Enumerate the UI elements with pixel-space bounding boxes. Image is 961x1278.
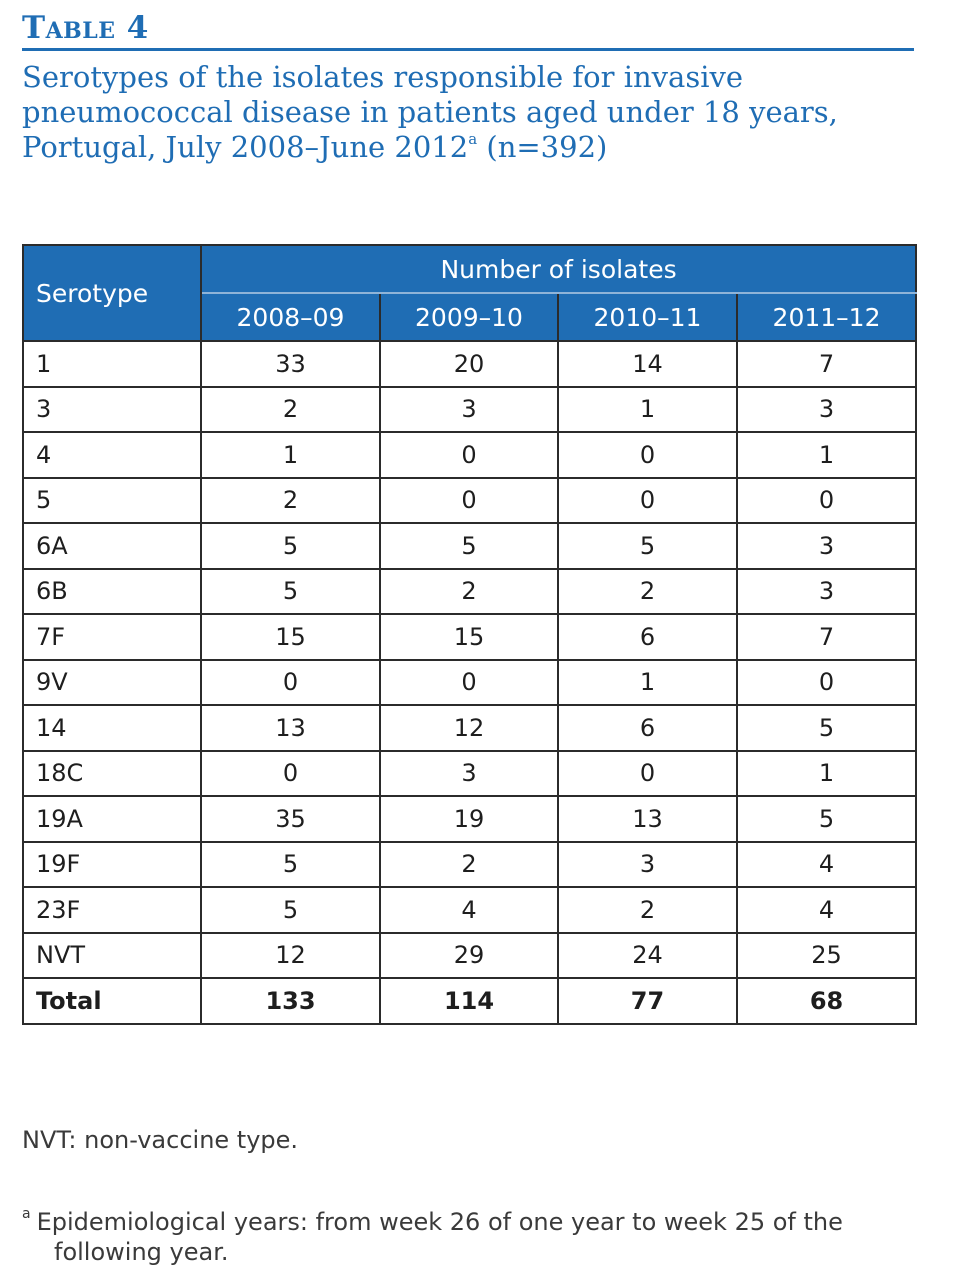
isolate-count-cell: 13: [558, 796, 737, 842]
abbreviation-note: NVT: non-vaccine type.: [22, 1126, 299, 1154]
isolate-count-cell: 3: [737, 523, 916, 569]
isolate-count-cell: 12: [380, 705, 558, 751]
table-row: [23, 432, 916, 478]
isolate-count-cell: 3: [737, 569, 916, 615]
year-column-header: 2008–09: [201, 293, 380, 341]
table-row: [23, 341, 916, 387]
total-row: [23, 978, 916, 1024]
isolate-count-cell: 3: [737, 387, 916, 433]
serotype-cell: 18C: [23, 751, 201, 797]
serotype-table: [22, 244, 917, 1025]
caption-footnote-marker: a: [468, 130, 478, 148]
isolate-count-cell: 3: [380, 751, 558, 797]
isolate-count-cell: 0: [380, 660, 558, 706]
caption-suffix: (n=392): [477, 130, 608, 164]
year-column-header: 2011–12: [737, 293, 916, 341]
isolate-count-cell: 14: [558, 341, 737, 387]
table-header: [23, 245, 916, 341]
isolate-count-cell: 2: [201, 478, 380, 524]
table-row: [23, 523, 916, 569]
serotype-cell: 4: [23, 432, 201, 478]
isolate-count-cell: 5: [201, 569, 380, 615]
table-row: [23, 796, 916, 842]
isolate-count-cell: 0: [201, 660, 380, 706]
isolate-count-cell: 0: [737, 660, 916, 706]
number-of-isolates-header: Number of isolates: [201, 245, 916, 293]
serotype-cell: 5: [23, 478, 201, 524]
serotype-cell: 1: [23, 341, 201, 387]
footnote-marker: a: [22, 1206, 31, 1222]
isolate-count-cell: 5: [201, 523, 380, 569]
table-row: [23, 933, 916, 979]
isolate-count-cell: 4: [380, 887, 558, 933]
isolate-count-cell: 4: [737, 842, 916, 888]
isolate-count-cell: 13: [201, 705, 380, 751]
footnote-text: Epidemiological years: from week 26 of one year to week 25 of the following year.: [36, 1208, 843, 1266]
isolate-count-cell: 0: [380, 432, 558, 478]
isolate-count-cell: 0: [558, 432, 737, 478]
isolate-count-cell: 12: [201, 933, 380, 979]
isolate-count-cell: 4: [737, 887, 916, 933]
total-count-cell: 114: [380, 978, 558, 1024]
year-column-header: 2010–11: [558, 293, 737, 341]
isolate-count-cell: 1: [558, 660, 737, 706]
isolate-count-cell: 0: [558, 478, 737, 524]
isolate-count-cell: 7: [737, 341, 916, 387]
isolate-count-cell: 0: [201, 751, 380, 797]
total-count-cell: 77: [558, 978, 737, 1024]
isolate-count-cell: 2: [201, 387, 380, 433]
footnote: [22, 1207, 932, 1267]
isolate-count-cell: 2: [558, 569, 737, 615]
isolate-count-cell: 5: [737, 705, 916, 751]
serotype-column-header: Serotype: [23, 245, 201, 341]
isolate-count-cell: 19: [380, 796, 558, 842]
isolate-count-cell: 15: [201, 614, 380, 660]
table-body: [23, 341, 916, 1024]
serotype-cell: 19F: [23, 842, 201, 888]
table-row: [23, 614, 916, 660]
table-row: [23, 842, 916, 888]
isolate-count-cell: 29: [380, 933, 558, 979]
table-row: [23, 478, 916, 524]
title-rule: [22, 48, 914, 51]
isolate-count-cell: 5: [737, 796, 916, 842]
isolate-count-cell: 5: [201, 887, 380, 933]
isolate-count-cell: 3: [558, 842, 737, 888]
isolate-count-cell: 6: [558, 614, 737, 660]
total-label: Total: [23, 978, 201, 1024]
isolate-count-cell: 1: [737, 751, 916, 797]
table-row: [23, 705, 916, 751]
table-row: [23, 569, 916, 615]
isolate-count-cell: 0: [380, 478, 558, 524]
isolate-count-cell: 5: [201, 842, 380, 888]
isolate-count-cell: 33: [201, 341, 380, 387]
table-row: [23, 660, 916, 706]
isolate-count-cell: 7: [737, 614, 916, 660]
serotype-cell: NVT: [23, 933, 201, 979]
total-count-cell: 133: [201, 978, 380, 1024]
table-row: [23, 887, 916, 933]
isolate-count-cell: 1: [558, 387, 737, 433]
isolate-count-cell: 2: [380, 569, 558, 615]
isolate-count-cell: 1: [737, 432, 916, 478]
isolate-count-cell: 5: [380, 523, 558, 569]
year-column-header: 2009–10: [380, 293, 558, 341]
isolate-count-cell: 0: [558, 751, 737, 797]
isolate-count-cell: 24: [558, 933, 737, 979]
caption-text: Serotypes of the isolates responsible for invasive pneumococcal disease in patients aged under 18 years, Portugal, July 2008–June 2012: [22, 60, 838, 164]
serotype-cell: 14: [23, 705, 201, 751]
table-caption: [22, 60, 922, 165]
total-count-cell: 68: [737, 978, 916, 1024]
table-label: Table 4: [22, 10, 149, 46]
isolate-count-cell: 3: [380, 387, 558, 433]
isolate-count-cell: 25: [737, 933, 916, 979]
serotype-cell: 9V: [23, 660, 201, 706]
table-row: [23, 751, 916, 797]
isolate-count-cell: 1: [201, 432, 380, 478]
isolate-count-cell: 15: [380, 614, 558, 660]
isolate-count-cell: 35: [201, 796, 380, 842]
serotype-cell: 6A: [23, 523, 201, 569]
isolate-count-cell: 2: [558, 887, 737, 933]
isolate-count-cell: 2: [380, 842, 558, 888]
isolate-count-cell: 0: [737, 478, 916, 524]
serotype-cell: 7F: [23, 614, 201, 660]
serotype-cell: 23F: [23, 887, 201, 933]
serotype-cell: 19A: [23, 796, 201, 842]
isolate-count-cell: 20: [380, 341, 558, 387]
isolate-count-cell: 5: [558, 523, 737, 569]
serotype-cell: 6B: [23, 569, 201, 615]
table-row: [23, 387, 916, 433]
isolate-count-cell: 6: [558, 705, 737, 751]
serotype-cell: 3: [23, 387, 201, 433]
